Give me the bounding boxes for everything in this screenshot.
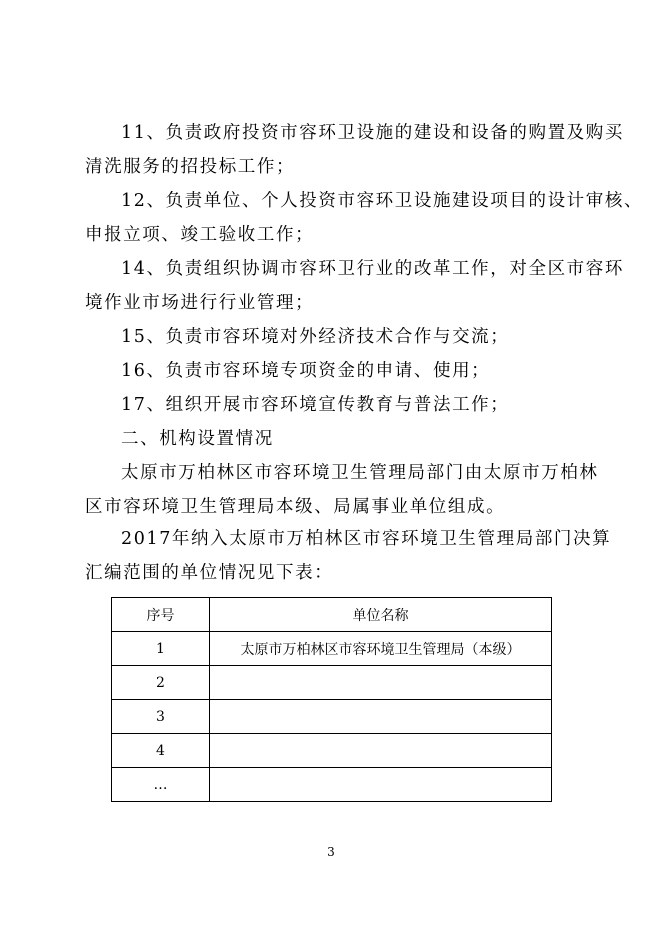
row-unit-name (210, 700, 552, 734)
row-seq: … (112, 768, 210, 802)
paragraph-17: 17、组织开展市容环境宣传教育与普法工作； (121, 395, 510, 415)
page-number: 3 (327, 845, 335, 859)
row-seq: 2 (112, 666, 210, 700)
paragraph-15: 15、负责市容环境对外经济技术合作与交流； (121, 327, 510, 347)
row-seq: 1 (112, 632, 210, 666)
row-unit-name (210, 768, 552, 802)
paragraph-12-line2: 申报立项、竣工验收工作； (85, 225, 315, 245)
paragraph-14-line2: 境作业市场进行行业管理； (85, 293, 315, 313)
row-unit-name (210, 666, 552, 700)
scope-paragraph-line1: 2017年纳入太原市万柏林区市容环境卫生管理局部门决算 (121, 529, 612, 549)
row-unit-name: 太原市万柏林区市容环境卫生管理局（本级） (210, 632, 552, 666)
row-seq: 4 (112, 734, 210, 768)
paragraph-11-line1: 11、负责政府投资市容环卫设施的建设和设备的购置及购买 (121, 123, 624, 143)
paragraph-12-line1: 12、负责单位、个人投资市容环卫设施建设项目的设计审核、 (121, 191, 644, 211)
table-row (112, 734, 552, 768)
paragraph-11-line2: 清洗服务的招投标工作； (85, 157, 296, 177)
scope-paragraph-line2: 汇编范围的单位情况见下表： (85, 563, 334, 583)
row-seq: 3 (112, 700, 210, 734)
table-row (112, 632, 552, 666)
table-row (112, 768, 552, 802)
org-paragraph-line2: 区市容环境卫生管理局本级、局属事业单位组成。 (85, 497, 506, 517)
row-unit-name (210, 734, 552, 768)
table-header-row (112, 598, 552, 632)
section-heading: 二、机构设置情况 (121, 429, 274, 449)
table-row (112, 700, 552, 734)
paragraph-14-line1: 14、负责组织协调市容环卫行业的改革工作，对全区市容环 (121, 259, 624, 279)
header-unit-name: 单位名称 (210, 598, 552, 632)
org-paragraph-line1: 太原市万柏林区市容环境卫生管理局部门由太原市万柏林 (121, 463, 599, 483)
header-seq: 序号 (112, 598, 210, 632)
table-row (112, 666, 552, 700)
paragraph-16: 16、负责市容环境专项资金的申请、使用； (121, 361, 491, 381)
unit-table (111, 597, 552, 802)
